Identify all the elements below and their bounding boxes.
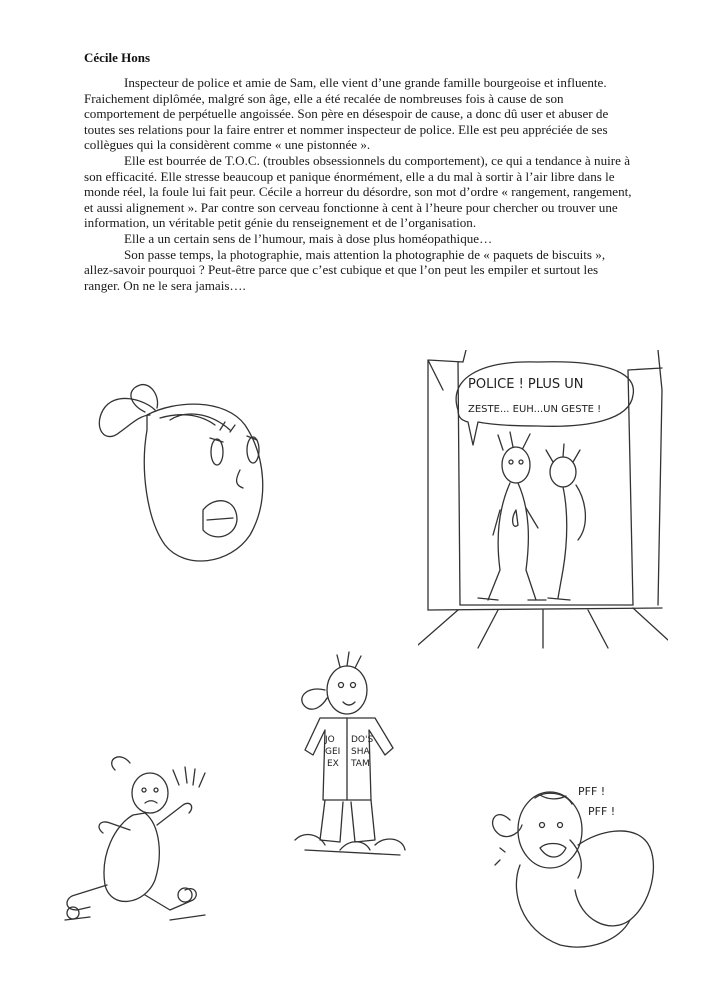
paragraph: Inspecteur de police et amie de Sam, elle vient d’une grande famille bourgeoise et influente. Fraichement diplômée, malgré son âge, elle a été recalée de nombreuses fois à cause de son comportement de perpétuelle angoissée. Son père en désespoir de cause, a donc dû user et abuser de toutes ses relations pour la faire entrer et nommer inspecteur de police. Elle est peu appréciée de ses collègues qui la considèrent comme « une pistonnée ». [84,75,609,153]
speech-line-2: ZESTE... EUH...UN GESTE ! [468,404,602,415]
pff-1: PFF ! [578,785,606,798]
coat-label-3: EX [327,759,339,769]
document-title: Cécile Hons [84,50,151,65]
document-body [84,75,636,293]
coat-label-6: TAM [351,759,370,769]
speech-line-1: POLICE ! PLUS UN [468,377,584,392]
running-figure-sketch [45,745,225,925]
doorway-sketch [418,350,668,650]
sighing-figure-sketch [480,770,680,960]
coat-label-5: SHA [351,747,370,757]
head-sketch [85,370,300,585]
paragraph: Son passe temps, la photographie, mais attention la photographie de « paquets de biscuits », allez-savoir pourquoi ? Peut-être parce que c’est cubique et que l’on peut les empiler et surtout les ranger. On ne le sera jamais…. [84,246,606,293]
paragraph: Elle est bourrée de T.O.C. (troubles obsessionnels du comportement), ce qui a tendance à nuire à son efficacité. Elle stresse beaucoup et panique énormément, elle a du mal à sortir à l’air libre dans le monde réel, la foule lui fait peur. Cécile a horreur du désordre, son mot d’ordre « rangement, rangement, et aussi alignement ». Par contre son cerveau fonctionne à cent à l’heure pour chercher ou trouver une information, un véritable petit génie du renseignement et de l’organisation. [84,152,632,231]
coat-figure-sketch [285,650,415,870]
paragraph: Elle a un certain sens de l’humour, mais à dose plus homéopathique… [124,230,493,246]
coat-label-1: JO [325,735,335,745]
pff-2: PFF ! [588,805,616,818]
coat-label-2: GEI [325,747,341,757]
coat-label-4: DO'S [351,735,374,745]
